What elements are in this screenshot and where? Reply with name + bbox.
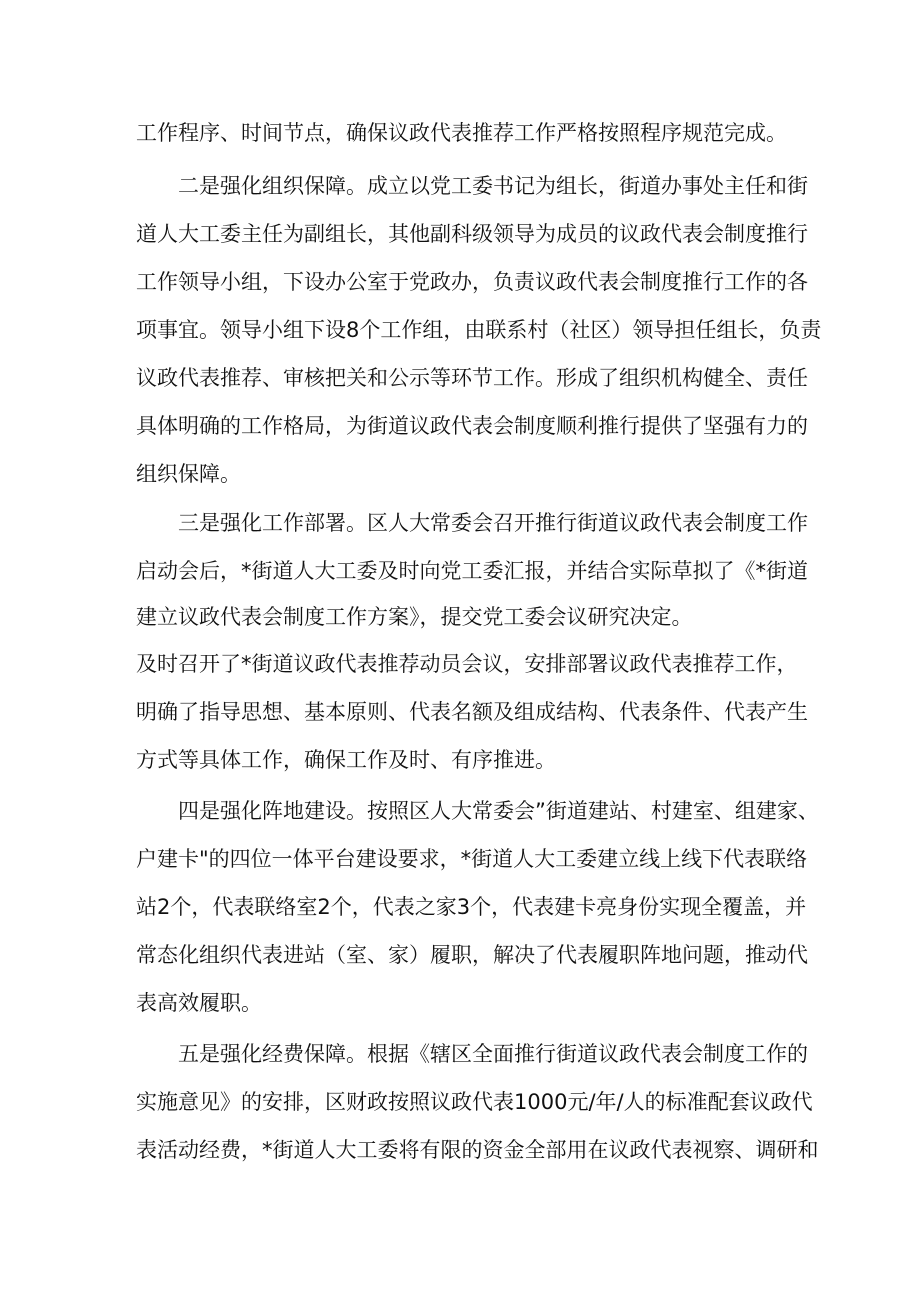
body-text-line: 具体明确的工作格局，为街道议政代表会制度顺利推行提供了坚强有力的 bbox=[136, 414, 808, 438]
body-text-line: 工作程序、时间节点，确保议政代表推荐工作严格按照程序规范完成。 bbox=[136, 121, 787, 145]
body-text-line: 启动会后，*街道人大工委及时向党工委汇报，并结合实际草拟了《*街道 bbox=[136, 559, 808, 583]
body-text-line: 及时召开了*街道议政代表推荐动员会议，安排部署议政代表推荐工作， bbox=[136, 652, 798, 676]
body-text-line: 户建卡"的四位一体平台建设要求，*街道人大工委建立线上线下代表联络 bbox=[136, 847, 808, 871]
body-text-line: 方式等具体工作，确保工作及时、有序推进。 bbox=[136, 748, 556, 772]
paragraph-3-line-1: 三是强化工作部署。区人大常委会召开推行街道议政代表会制度工作 bbox=[178, 511, 808, 535]
body-text-line: 道人大工委主任为副组长，其他副科级领导为成员的议政代表会制度推行 bbox=[136, 222, 808, 246]
body-text-line: 明确了指导思想、基本原则、代表名额及组成结构、代表条件、代表产生 bbox=[136, 700, 808, 724]
body-text-line: 常态化组织代表进站（室、家）履职，解决了代表履职阵地问题，推动代 bbox=[136, 943, 808, 967]
paragraph-5-line-1: 五是强化经费保障。根据《辖区全面推行街道议政代表会制度工作的 bbox=[178, 1042, 808, 1066]
paragraph-4-line-1: 四是强化阵地建设。按照区人大常委会”街道建站、村建室、组建家、 bbox=[178, 799, 819, 823]
body-text-line: 项事宜。领导小组下设8个工作组，由联系村（社区）领导担任组长，负责 bbox=[136, 318, 822, 342]
body-text-line: 组织保障。 bbox=[136, 462, 241, 486]
body-text-line: 实施意见》的安排，区财政按照议政代表1000元/年/人的标准配套议政代 bbox=[136, 1090, 813, 1114]
body-text-line: 议政代表推荐、审核把关和公示等环节工作。形成了组织机构健全、责任 bbox=[136, 366, 808, 390]
paragraph-2-line-1: 二是强化组织保障。成立以党工委书记为组长，街道办事处主任和街 bbox=[178, 174, 808, 198]
body-text-line: 表活动经费，*街道人大工委将有限的资金全部用在议政代表视察、调研和 bbox=[136, 1138, 819, 1162]
body-text-line: 建立议政代表会制度工作方案》，提交党工委会议研究决定。 bbox=[136, 605, 693, 629]
body-text-line: 站2个，代表联络室2个，代表之家3个，代表建卡亮身份实现全覆盖，并 bbox=[136, 895, 807, 919]
body-text-line: 工作领导小组，下设办公室于党政办，负责议政代表会制度推行工作的各 bbox=[136, 270, 808, 294]
body-text-line: 表高效履职。 bbox=[136, 991, 262, 1015]
